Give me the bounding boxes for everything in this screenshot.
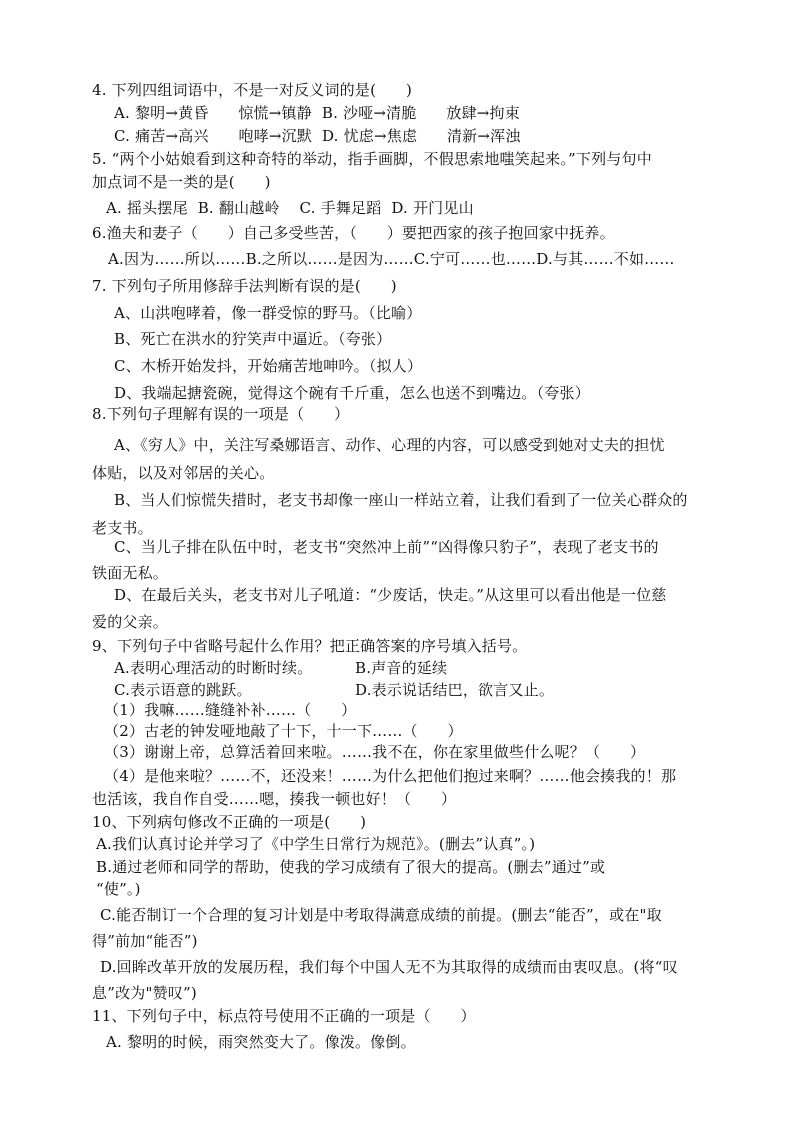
q10-option-c-line1: C.能否制订一个合理的复习计划是中考取得满意成绩的前提。(删去“能否”，或在"取: [100, 906, 662, 924]
q11-stem: 11、下列句子中，标点符号使用不正确的一项是（ ）: [92, 1007, 476, 1025]
q9-stem: 9、下列句子中省略号起什么作用？把正确答案的序号填入括号。: [92, 637, 528, 655]
q7-option-b: B、死亡在洪水的狞笑声中逼近。（夸张）: [114, 330, 392, 348]
q4-stem: 4. 下列四组词语中，不是一对反义词的是( ): [92, 81, 412, 99]
q7-option-c: C、木桥开始发抖，开始痛苦地呻吟。（拟人）: [114, 357, 423, 375]
q7-option-d: D、我端起搪瓷碗，觉得这个碗有千斤重，怎么也送不到嘴边。（夸张）: [114, 384, 590, 402]
q8-stem: 8.下列句子理解有误的一项是（ ）: [92, 405, 350, 423]
q9-sentence-4-line2: 也活该，我自作自受……嗯，揍我一顿也好！（ ）: [92, 790, 457, 808]
q10-option-c-line2: 得”前加“能否”): [92, 932, 198, 950]
q9-option-c: C.表示语意的跳跃。: [114, 681, 252, 699]
q7-option-a: A、山洪咆哮着，像一群受惊的野马。（比喻）: [114, 304, 422, 322]
q10-option-b-line2: “使”。): [96, 880, 141, 898]
q8-option-d-line2: 爱的父亲。: [92, 613, 169, 631]
q8-option-a-line2: 体贴，以及对邻居的关心。: [92, 464, 275, 482]
q8-option-b-line1: B、当人们惊慌失措时，老支书却像一座山一样站立着，让我们看到了一位关心群众的: [114, 491, 688, 509]
q9-sentence-4-line1: （4）是他来啦？……不，还没来！……为什么把他们抱过来啊？……他会揍我的！那: [104, 767, 677, 785]
q10-option-d-line2: 息”改为"赞叹”): [92, 984, 197, 1002]
q11-option-a: A. 黎明的时候，雨突然变大了。像泼。像倒。: [106, 1033, 416, 1051]
q5-stem-line1: 5. “两个小姑娘看到这种奇特的举动，指手画脚，不假思索地嗤笑起来。”下列与句中: [92, 150, 652, 168]
q5-stem-line2: 加点词不是一类的是( ): [92, 173, 271, 191]
q7-stem: 7. 下列句子所用修辞手法判断有误的是( ): [92, 277, 397, 295]
q9-sentence-3: （3）谢谢上帝，总算活着回来啦。……我不在，你在家里做些什么呢？（ ）: [104, 743, 646, 761]
q6-stem: 6.渔夫和妻子（ ）自己多受些苦，（ ）要把西家的孩子抱回家中抚养。: [92, 224, 615, 242]
q8-option-c-line2: 铁面无私。: [92, 564, 169, 582]
q4-options-cd: C. 痛苦→高兴 咆哮→沉默 D. 忧虑→焦虑 清新→浑浊: [114, 127, 521, 145]
q9-sentence-2: （2）古老的钟发哑地敲了十下，十一下……（ ）: [104, 722, 463, 740]
q9-sentence-1: （1）我嘛……缝缝补补……（ ）: [104, 701, 357, 719]
q8-option-d-line1: D、在最后关头，老支书对儿子吼道：“少废话，快走。”从这里可以看出他是一位慈: [114, 586, 667, 604]
q9-option-d: D.表示说话结巴，欲言又止。: [355, 681, 555, 699]
q10-option-a: A.我们认真讨论并学习了《中学生日常行为规范》。(删去”认真”。): [96, 835, 536, 853]
q8-option-b-line2: 老支书。: [92, 519, 153, 537]
q4-options-ab: A. 黎明→黄昏 惊慌→镇静 B. 沙哑→清脆 放肆→拘束: [114, 104, 520, 122]
q10-option-d-line1: D.回眸改革开放的发展历程，我们每个中国人无不为其取得的成绩而由衷叹息。(将“叹: [100, 958, 678, 976]
q10-option-b-line1: B.通过老师和同学的帮助，使我的学习成绩有了很大的提高。(删去”通过”或: [96, 858, 606, 876]
q5-options: A. 摇头摆尾 B. 翻山越岭 C. 手舞足蹈 D. 开门见山: [106, 199, 474, 217]
q9-option-b: B.声音的延续: [355, 659, 448, 677]
q8-option-a-line1: A、《穷人》中，关注写桑娜语言、动作、心理的内容，可以感受到她对丈夫的担忧: [114, 436, 665, 454]
q6-options: A.因为……所以……B.之所以……是因为……C.宁可……也……D.与其……不如……: [108, 250, 675, 268]
q8-option-c-line1: C、当儿子排在队伍中时，老支书“突然冲上前”“凶得像只豹子”，表现了老支书的: [114, 538, 659, 556]
q10-stem: 10、下列病句修改不正确的一项是( ): [92, 813, 367, 831]
q9-option-a: A.表明心理活动的时断时续。: [114, 659, 313, 677]
